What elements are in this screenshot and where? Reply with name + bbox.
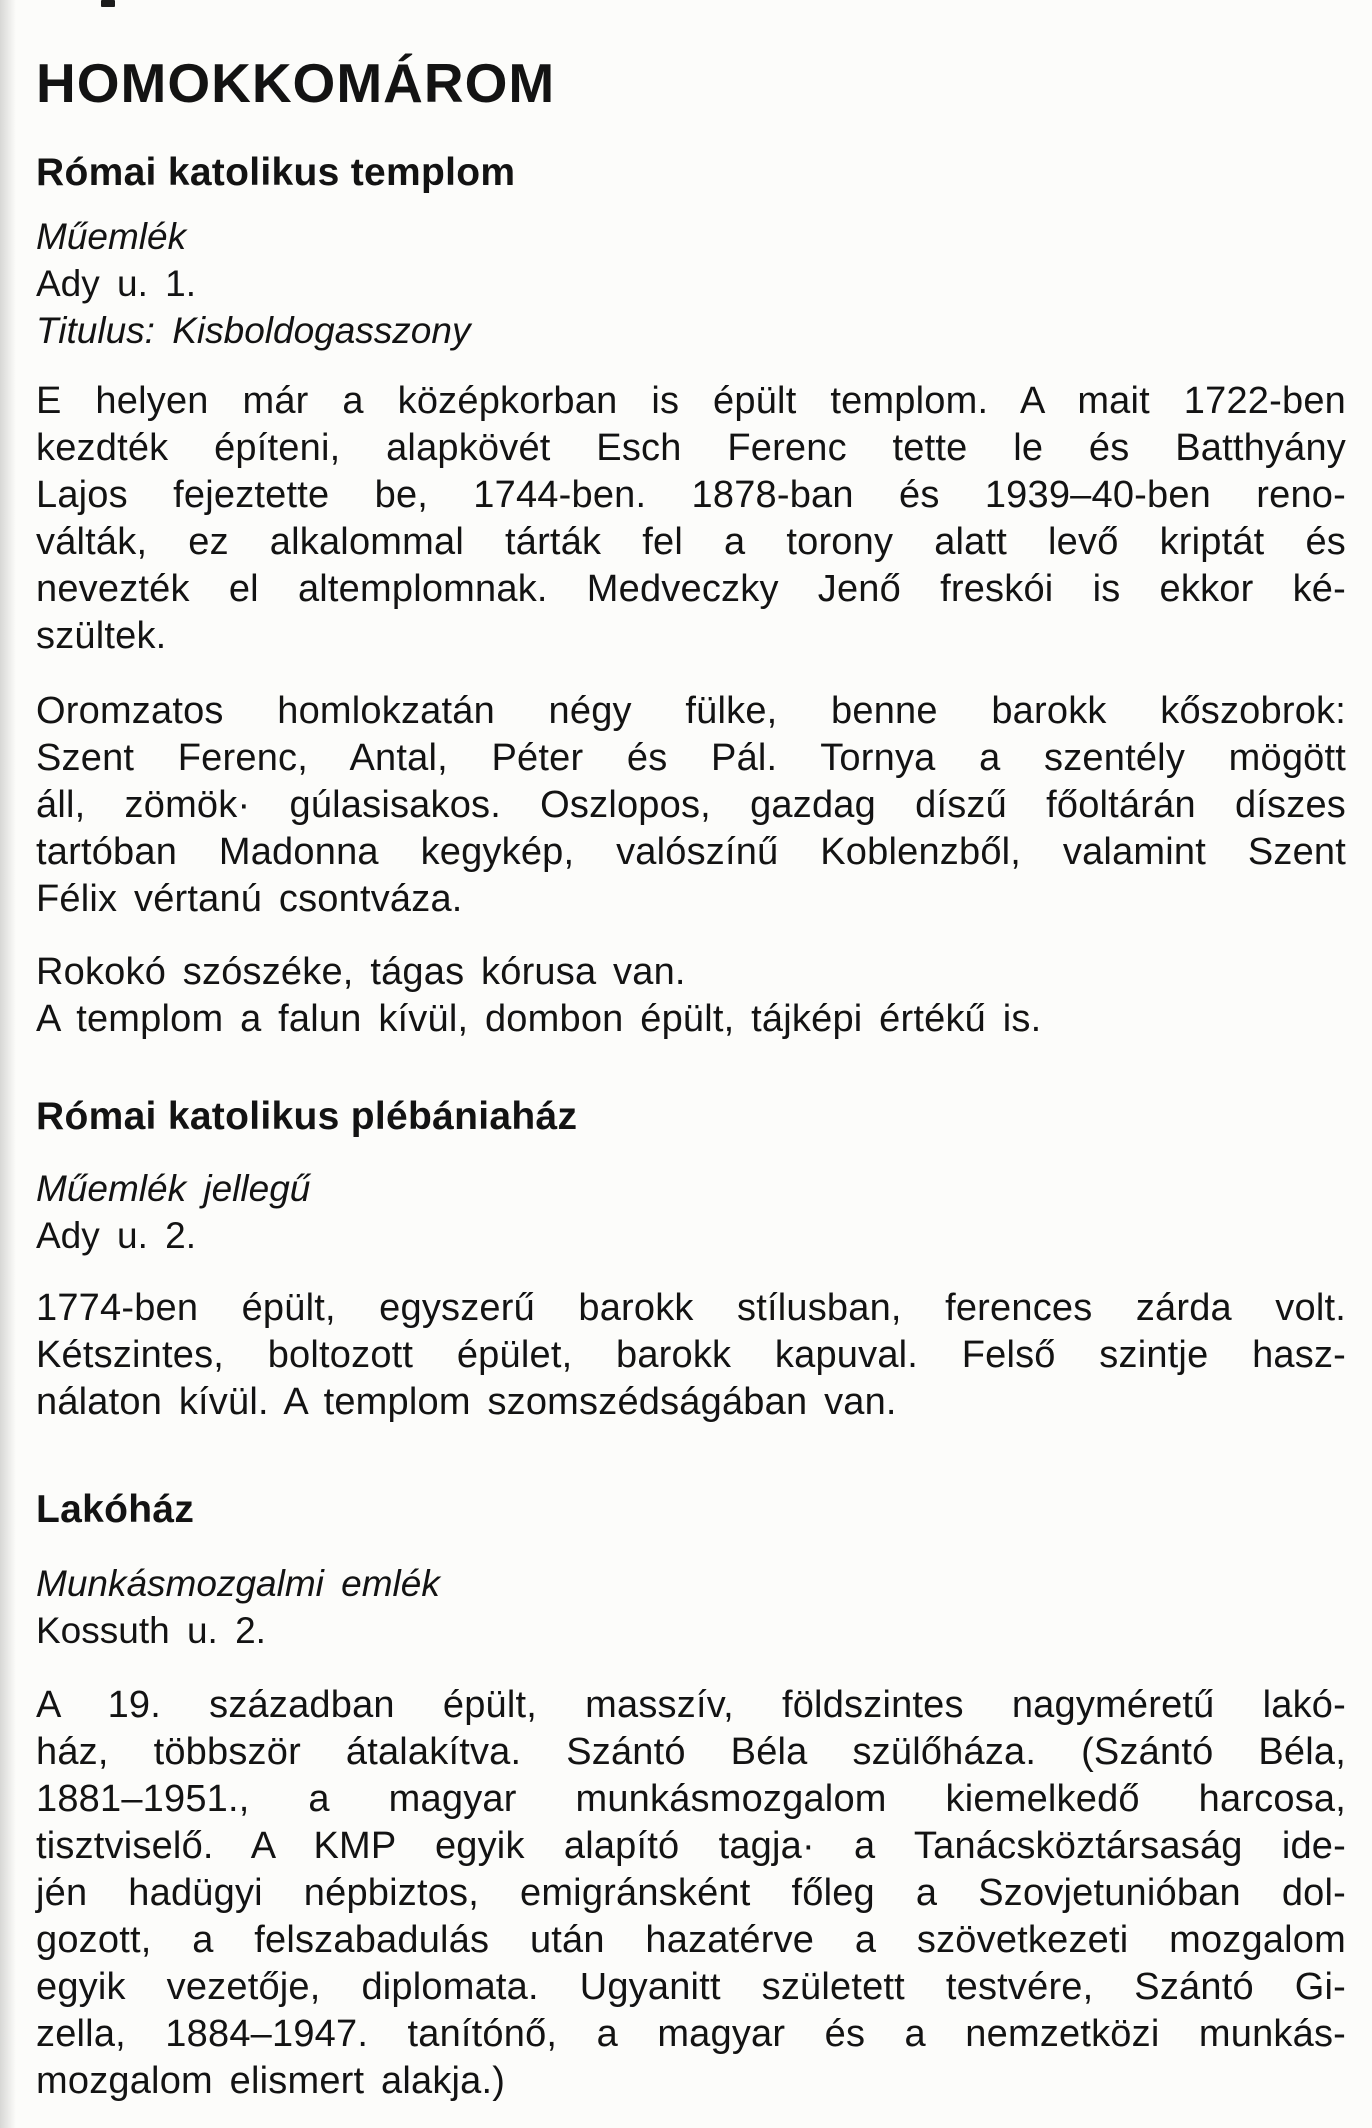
page-edge-shadow (0, 0, 16, 2128)
text-line: A 19. században épült, masszív, földszintes nagyméretű lakó- (36, 1684, 1346, 1726)
text-line: Szent Ferenc, Antal, Péter és Pál. Tornya a szentély mögött (36, 737, 1346, 779)
monument-address: Kossuth u. 2. (36, 1610, 266, 1651)
text-line: zella, 1884–1947. tanítónő, a magyar és a nemzetközi munkás- (36, 2013, 1346, 2055)
text-line: 1881–1951., a magyar munkásmozgalom kiemelkedő harcosa, (36, 1778, 1346, 1820)
text-line: ház, többször átalakítva. Szántó Béla szülőháza. (Szántó Béla, (36, 1731, 1346, 1773)
text-line: nevezték el altemplomnak. Medveczky Jenő freskói is ekkor ké- (36, 568, 1346, 610)
paragraph-residential-house (36, 1682, 1346, 2105)
page-title: HOMOKKOMÁROM (36, 52, 556, 114)
monument-status: Műemlék jellegű (36, 1168, 311, 1209)
text-line: jén hadügyi népbiztos, emigránsként főleg a Szovjetunióban dol- (36, 1872, 1346, 1914)
text-line: Félix vértanú csontváza. (36, 878, 463, 920)
text-line: egyik vezetője, diplomata. Ugyanitt született testvére, Szántó Gi- (36, 1966, 1346, 2008)
monument-address: Ady u. 1. (36, 263, 197, 304)
monument-meta-church (36, 213, 1346, 354)
monument-status: Munkásmozgalmi emlék (36, 1563, 440, 1604)
scan-artifact-mark (101, 0, 115, 7)
text-line: A templom a falun kívül, dombon épült, tájképi értékű is. (36, 998, 1042, 1040)
text-line: Oromzatos homlokzatán négy fülke, benne barokk kőszobrok: (36, 690, 1346, 732)
text-line: tartóban Madonna kegykép, valószínű Koblenzből, valamint Szent (36, 831, 1346, 873)
text-line: áll, zömök· gúlasisakos. Oszlopos, gazdag díszű főoltárán díszes (36, 784, 1346, 826)
paragraph-parish-house (36, 1285, 1346, 1426)
section-heading-church: Római katolikus templom (36, 151, 516, 194)
text-line: E helyen már a középkorban is épült templom. A mait 1722-ben (36, 380, 1346, 422)
monument-titulus: Titulus: Kisboldogasszony (36, 310, 471, 351)
section-heading-parish-house: Római katolikus plébániaház (36, 1095, 578, 1138)
text-line: kezdték építeni, alapkövét Esch Ferenc tette le és Batthyány (36, 427, 1346, 469)
text-line: Rokokó szószéke, tágas kórusa van. (36, 951, 686, 993)
section-residential-house (36, 1488, 1346, 2105)
text-line: válták, ez alkalommal tárták fel a torony alatt levő kriptát és (36, 521, 1346, 563)
paragraph-church-setting (36, 949, 1346, 1043)
monument-meta-residential-house (36, 1560, 1346, 1654)
text-line: tisztviselő. A KMP egyik alapító tagja· a Tanácsköztársaság ide- (36, 1825, 1346, 1867)
section-parish-house (36, 1095, 1346, 1426)
text-line: gozott, a felszabadulás után hazatérve a szövetkezeti mozgalom (36, 1919, 1346, 1961)
text-line: szültek. (36, 615, 167, 657)
section-roman-catholic-church (36, 151, 1346, 1043)
text-line: 1774-ben épült, egyszerű barokk stílusban, ferences zárda volt. (36, 1287, 1346, 1329)
text-line: Kétszintes, boltozott épület, barokk kapuval. Felső szintje hasz- (36, 1334, 1346, 1376)
monument-meta-parish-house (36, 1165, 1346, 1259)
text-line: Lajos fejeztette be, 1744-ben. 1878-ban és 1939–40-ben reno- (36, 474, 1346, 516)
monument-status: Műemlék (36, 216, 187, 257)
text-line: nálaton kívül. A templom szomszédságában van. (36, 1381, 897, 1423)
paragraph-church-history (36, 378, 1346, 660)
section-heading-residential-house: Lakóház (36, 1488, 195, 1531)
monument-address: Ady u. 2. (36, 1215, 197, 1256)
paragraph-church-description (36, 688, 1346, 923)
text-line: mozgalom elismert alakja.) (36, 2060, 506, 2102)
